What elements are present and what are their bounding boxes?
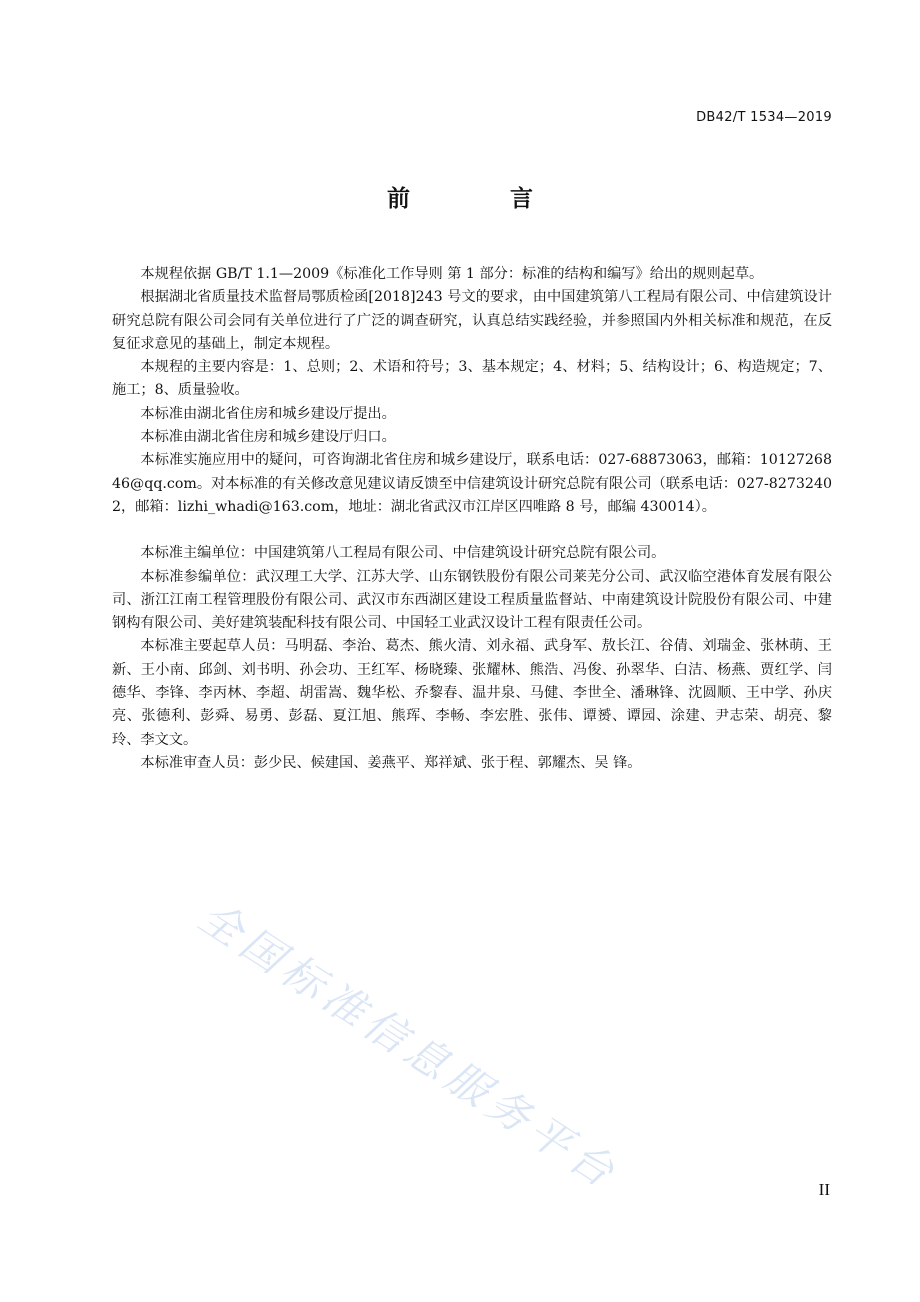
paragraph-background: 根据湖北省质量技术监督局鄂质检函[2018]243 号文的要求，由中国建筑第八工程局有限公司、中信建筑设计研究总院有限公司会同有关单位进行了广泛的调查研究，认真总结实践经验，并参照国内外相关标准和规范，在反复征求意见的基础上，制定本规程。: [112, 289, 832, 352]
page-title: 前 言: [386, 186, 579, 212]
paragraph-reviewers: 本标准审查人员：彭少民、候建国、姜燕平、郑祥斌、张于程、郭耀杰、吴 锋。: [140, 754, 642, 771]
watermark: 全国标准信息服务平台: [190, 891, 628, 1200]
paragraph-contact: 本标准实施应用中的疑问，可咨询湖北省住房和城乡建设厅，联系电话：027-68873063，邮箱：1012726846@qq.com。对本标准的有关修改意见建议请反馈至中信建筑设计研究总院有限公司（联系电话：027-82732402，邮箱：lizhi_whadi@163.com，地址：湖北省武汉市江岸区四唯路 8 号，邮编 430014）。: [112, 452, 832, 515]
paragraph-administrator: 本标准由湖北省住房和城乡建设厅归口。: [140, 429, 396, 446]
page-number: II: [818, 1180, 830, 1199]
standard-code: DB42/T 1534—2019: [696, 110, 832, 125]
document-body: [112, 263, 832, 775]
paragraph-participating-units: 本标准参编单位：武汉理工大学、江苏大学、山东钢铁股份有限公司莱芜分公司、武汉临空港体育发展有限公司、浙江江南工程管理股份有限公司、武汉市东西湖区建设工程质量监督站、中南建筑设计院股份有限公司、中建钢构有限公司、美好建筑装配科技有限公司、中国轻工业武汉设计工程有限责任公司。: [112, 568, 832, 632]
paragraph-proposer: 本标准由湖北省住房和城乡建设厅提出。: [140, 405, 396, 422]
paragraph-drafters: 本标准主要起草人员：马明磊、李治、葛杰、熊火清、刘永福、武身军、敖长江、谷倩、刘瑞金、张林萌、王新、王小南、邱剑、刘书明、孙会功、王红军、杨晓臻、张耀林、熊浩、冯俊、孙翠华、白洁、杨燕、贾红学、闫德华、李锋、李丙林、李超、胡雷嵩、魏华松、乔黎春、温井泉、马健、李世全、潘琳锋、沈圆顺、王中学、孙庆亮、张德利、彭舜、易勇、彭磊、夏江旭、熊珲、李畅、李宏胜、张伟、谭赟、谭园、涂建、尹志荣、胡亮、黎玲、李文文。: [112, 638, 832, 748]
paragraph-drafting-basis: 本规程依据 GB/T 1.1—2009《标准化工作导则 第 1 部分：标准的结构和编写》给出的规则起草。: [140, 266, 764, 282]
paragraph-main-contents: 本规程的主要内容是：1、总则；2、术语和符号；3、基本规定；4、材料；5、结构设计；6、构造规定；7、施工；8、质量验收。: [112, 359, 832, 399]
paragraph-chief-editors: 本标准主编单位：中国建筑第八工程局有限公司、中信建筑设计研究总院有限公司。: [140, 545, 666, 562]
paragraph-spacer: [112, 519, 832, 542]
